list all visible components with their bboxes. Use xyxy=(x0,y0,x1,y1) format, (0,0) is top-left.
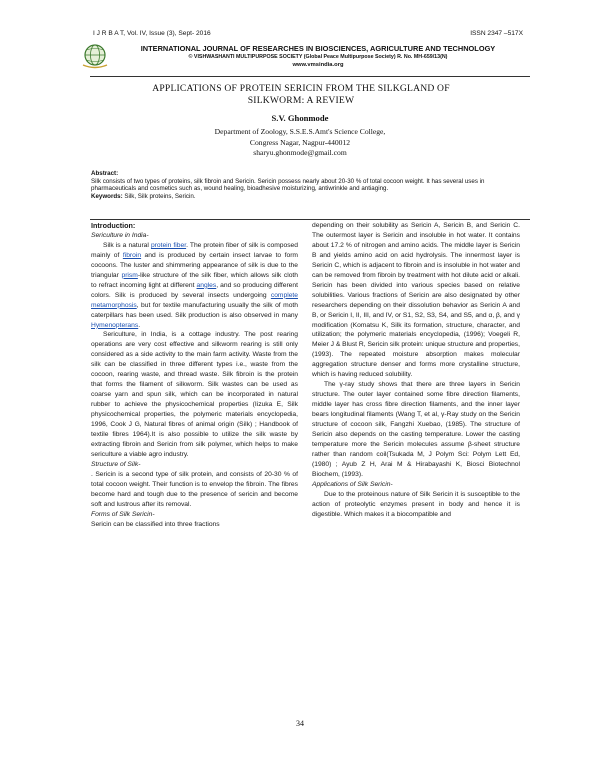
globe-logo-icon xyxy=(80,42,110,70)
text-run: . xyxy=(138,321,141,329)
gamma-ray-paragraph: The γ-ray study shows that there are three layers in Sericin structure. The outer layer contained some fibre direction filaments, middle layer has cross fibre direction filaments, and the inner layer bears longitudinal filaments (Wang T, et al, γ-Ray study on the Sericin structure of cocoon silk, Fangzhi Xuebao, (1985). The structure of Sericin also depends on the casting temperature. Lower the casting temperature more the Sericin molecules assume β-sheet structure rather than random coil(Tsukada M, J Polym Sci: Polym Lett Ed, (1980) ; Ayub Z H, Arai M & Hirabayashi K, Biosci Biotechnol Biochem, (1993). xyxy=(312,381,520,478)
abstract-text: Silk consists of two types of proteins, silk fibroin and Sericin. Sericin possess nearly about 20-30 % of total cocoon weight. It has several uses in pharmaceuticals and cosmetics such as, wound healing, bioadhesive moisturizing, antiwrinkle and antiaging. xyxy=(91,177,485,193)
header-citation: I J R B A T, Vol. IV, Issue (3), Sept- 2016 xyxy=(93,30,211,37)
running-header xyxy=(93,30,523,37)
right-column xyxy=(312,221,520,520)
abstract-label: Abstract: xyxy=(91,170,119,177)
angles-link[interactable]: angles xyxy=(196,281,217,289)
journal-website[interactable]: www.vmsindia.org xyxy=(292,62,344,68)
abstract-divider xyxy=(90,219,530,220)
complete-metamorphosis-link[interactable]: complete metamorphosis xyxy=(91,291,298,309)
sericulture-subheading: Sericulture in India- xyxy=(91,231,149,239)
article-title-line1: APPLICATIONS OF PROTEIN SERICIN FROM THE SILKGLAND OF xyxy=(152,83,450,94)
introduction-heading: Introduction: xyxy=(91,221,136,230)
structure-subheading: Structure of Silk- xyxy=(91,460,141,468)
keywords-text: Silk, Silk proteins, Sericin. xyxy=(124,192,196,200)
forms-paragraph-continued: depending on their solubility as Sericin A, Sericin B, and Sericin C. The outermost layer is Sericin and insoluble in hot water. It contains about 17.2 % of nitrogen and amino acids. The middle layer is Sericin B and yields amino acid on acid hydrolysis. The innermost layer is Sericin C, which is adjacent to fibroin and is insoluble in hot water and can be removed from fibroin by treatment with hot dilute acid or alkali. Sericin has been divided into various species based on relative solubilities. Various fractions of Sericin are also designated by other researchers depending on their dissolution behavior as Sericin A and B, or Sericin I, II, III, and IV, or S1, S2, S3, S4, and S5, and α, β, and γ modification (Komatsu K, Silk its formation, structure, character, and utilization; the polymeric materials encyclopedia, (1996); Voegeli R, Meier J & Blust R, Sericin silk protein: unique structure and properties, (1993). The repeated moisture absorption makes molecular aggregation structure denser and forms more crystalline structure, which is having reduced solubility. xyxy=(312,222,520,379)
text-run: Silk is a natural xyxy=(103,241,151,249)
prism-link[interactable]: prism xyxy=(121,271,138,279)
protein-fiber-link[interactable]: protein fiber xyxy=(150,241,187,249)
forms-subheading: Forms of Silk Sericin- xyxy=(91,510,155,518)
journal-title: INTERNATIONAL JOURNAL OF RESEARCHES IN BIOSCIENCES, AGRICULTURE AND TECHNOLOGY xyxy=(140,44,496,53)
author-email[interactable]: sharyu.ghonmode@gmail.com xyxy=(253,148,347,157)
intro-paragraph-1 xyxy=(91,241,298,331)
structure-paragraph: . Sericin is a second type of silk protein, and consists of 20-30 % of total cocoon weight. Their function is to envelop the fibroin. The fibres become hard and tough due to the presence of sericin and become soft and lustrous after its removal. xyxy=(91,470,298,508)
intro-paragraph-2: Sericulture, in India, is a cottage industry. The post rearing operations are very cost effective and silkworm rearing is still only considered as a side activity to the main farm activity. Waste from the silk can be classified in three different types i.e., waste from the cocoon, rearing waste, and thread waste. Silk fibroin is the protein that forms the filament of silkworm. Silk wastes can be used as coarse yarn and spun silk, which can be incorporated in natural rubber to achieve the physicochemical properties (Iizuka E, Silk physicochemical properties, the polymeric materials encyclopedia, 1996, Cook J G, Natural fibres of animal origin (Silk) ; Handbook of textile fibres 1964).It is also possible to utilize the silk waste by extracting fibroin and Sericin from silk polymer, which helps to make sericulture a viable agro industry. xyxy=(91,331,298,458)
journal-society: © VISHWASHANTI MULTIPURPOSE SOCIETY (Global Peace Multipurpose Society) R. No. MH-659/13(N) xyxy=(188,54,448,60)
author-name: S.V. Ghonmode xyxy=(271,113,329,123)
article-title xyxy=(115,83,487,106)
hymenopterans-link[interactable]: Hymenopterans xyxy=(91,321,139,329)
abstract-section xyxy=(91,170,522,200)
text-run: , and so producing different colors. Silk is produced by several insects undergoing xyxy=(91,281,298,299)
forms-paragraph: Sericin can be classified into three fractions xyxy=(91,520,220,528)
text-run: -like structure of the silk fiber, which allows silk cloth to refract incoming light at different xyxy=(91,271,298,289)
header-divider xyxy=(90,76,530,77)
applications-paragraph: Due to the proteinous nature of Silk Sericin it is susceptible to the action of proteolytic enzymes present in body and hence it is digestible. Which makes it a biocompatible and xyxy=(312,490,520,518)
text-run: . The protein fiber of silk is composed mainly of xyxy=(91,241,298,259)
affiliation-line1: Department of Zoology, S.S.E.S.Amt's Science College, xyxy=(214,127,386,136)
applications-subheading: Applications of Silk Sericin- xyxy=(312,480,393,488)
text-run: , but for textile manufacturing usually the silk of moth caterpillars has been used. Silk production is also observed in many xyxy=(91,301,298,319)
left-column xyxy=(91,221,298,530)
keywords-label: Keywords: xyxy=(91,192,123,200)
author-affiliation xyxy=(90,127,510,159)
text-run: and is produced by certain insect larvae to form cocoons. The luster and shimmering appearance of silk is due to the triangular xyxy=(91,251,298,279)
header-issn: ISSN 2347 –517X xyxy=(470,30,523,37)
page-number: 34 xyxy=(296,719,304,728)
affiliation-line2: Congress Nagar, Nagpur-440012 xyxy=(249,137,351,147)
article-title-line2: SILKWORM: A REVIEW xyxy=(247,94,355,106)
fibroin-link[interactable]: fibroin xyxy=(122,251,142,259)
